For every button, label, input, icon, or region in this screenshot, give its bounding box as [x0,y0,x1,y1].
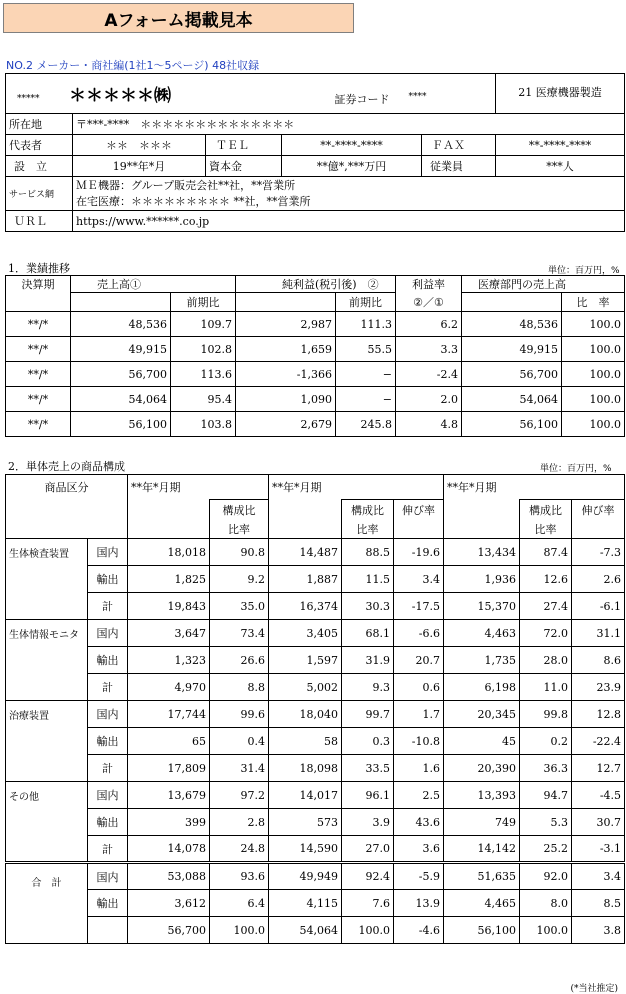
product-group-name: 治療装置 [6,701,88,782]
product-cell-e: 13.9 [394,890,444,917]
product-cell-b: 9.2 [210,566,269,593]
product-cell-g: 99.8 [520,701,572,728]
product-cell-g: 25.2 [520,836,572,863]
product-cell-d: 33.5 [342,755,394,782]
product-cell-f: 13,393 [444,782,520,809]
url-label: ＵＲＬ [6,211,73,232]
product-cell-e: 2.5 [394,782,444,809]
product-cell-f: 56,100 [444,917,520,944]
product-cell-f: 6,198 [444,674,520,701]
performance-cell-s: 48,536 [71,312,171,337]
product-cell-b: 31.4 [210,755,269,782]
est-label: 設 立 [6,156,73,177]
product-cell-e: -10.8 [394,728,444,755]
fax: **-****-**** [496,135,625,156]
h-ratio: 比率 [520,520,572,539]
h-blank [128,500,210,520]
h-blank [444,520,520,539]
product-cell-h: -6.1 [572,593,625,620]
product-row [6,620,625,647]
product-cell-d: 11.5 [342,566,394,593]
product-cell-c: 18,040 [269,701,342,728]
product-cell-h: 2.6 [572,566,625,593]
service-label: サービス網 [6,177,73,211]
h-blank [462,293,562,312]
performance-cell-p: **/* [6,337,71,362]
product-group-name: 合 計 [6,863,88,944]
product-cell-a: 56,700 [128,917,210,944]
product-cell-g: 36.3 [520,755,572,782]
address: 〒***-**** ＊＊＊＊＊＊＊＊＊＊＊＊＊＊ [73,114,625,135]
product-cell-a: 1,323 [128,647,210,674]
h-blank [128,520,210,539]
product-cell-c: 49,949 [269,863,342,890]
h-p1: **年*月期 [128,475,269,500]
product-cell-g: 87.4 [520,539,572,566]
product-cell-e: 0.6 [394,674,444,701]
h-blank [444,500,520,520]
product-cell-e: -17.5 [394,593,444,620]
h-yoy: 前期比 [171,293,236,312]
product-cell-d: 92.4 [342,863,394,890]
product-cell-d: 96.1 [342,782,394,809]
product-cell-d: 27.0 [342,836,394,863]
product-row [6,647,625,674]
performance-cell-m: 4.8 [396,412,462,437]
performance-cell-s: 54,064 [71,387,171,412]
product-kind: 国内 [88,539,128,566]
product-cell-c: 18,098 [269,755,342,782]
product-cell-a: 14,078 [128,836,210,863]
h-blank [269,500,342,520]
service-line-2: 在宅医療：＊＊＊＊＊＊＊＊＊ **社，**営業所 [76,194,311,208]
performance-cell-r: 100.0 [562,362,625,387]
rep: ＊＊ ＊＊＊ [73,135,206,156]
h-cat: 商品区分 [6,475,128,500]
product-cell-h: 3.4 [572,863,625,890]
product-cell-h: 23.9 [572,674,625,701]
h-period: 決算期 [6,276,71,293]
h-blank [394,520,444,539]
product-group-name: 生体検査装置 [6,539,88,620]
company-name-cell [6,74,427,114]
product-cell-f: 749 [444,809,520,836]
performance-cell-s: 56,700 [71,362,171,387]
performance-cell-n: -1,366 [236,362,336,387]
tel-label: ＴＥＬ [206,135,282,156]
capital: **億*,***万円 [282,156,422,177]
product-cell-h: -3.1 [572,836,625,863]
service-line-1: ＭＥ機器：グループ販売会社**社，**営業所 [76,178,296,192]
performance-cell-y2: 111.3 [336,312,396,337]
performance-cell-y2: 55.5 [336,337,396,362]
performance-row [6,412,625,437]
category: 21 医療機器製造 [496,74,625,114]
product-cell-g: 100.0 [520,917,572,944]
h-growth: 伸び率 [572,500,625,520]
product-cell-f: 45 [444,728,520,755]
product-row [6,728,625,755]
section1-title: 1．業績推移 [8,262,70,275]
spacer [422,74,496,114]
product-cell-d: 30.3 [342,593,394,620]
h-blank [269,520,342,539]
product-row [6,809,625,836]
product-cell-h: -7.3 [572,539,625,566]
product-cell-a: 17,744 [128,701,210,728]
product-row [6,593,625,620]
performance-cell-y: 102.8 [171,337,236,362]
performance-cell-r: 100.0 [562,412,625,437]
product-cell-a: 13,679 [128,782,210,809]
product-cell-a: 3,612 [128,890,210,917]
rep-label: 代表者 [6,135,73,156]
performance-cell-n: 2,679 [236,412,336,437]
product-cell-c: 14,590 [269,836,342,863]
performance-cell-r: 100.0 [562,387,625,412]
est: 19**年*月 [73,156,206,177]
h-comp: 構成比 [342,500,394,520]
product-cell-h: 12.8 [572,701,625,728]
performance-cell-m: 6.2 [396,312,462,337]
performance-row [6,362,625,387]
product-kind: 国内 [88,620,128,647]
product-cell-f: 20,390 [444,755,520,782]
product-cell-d: 99.7 [342,701,394,728]
product-cell-c: 14,487 [269,539,342,566]
product-row [6,836,625,863]
product-cell-e: 3.6 [394,836,444,863]
page-title: Aフォーム掲載見本 [3,3,354,33]
tel: **-****-**** [282,135,422,156]
h-ratio: 比 率 [562,293,625,312]
product-cell-a: 399 [128,809,210,836]
product-cell-h: 8.5 [572,890,625,917]
performance-cell-md: 54,064 [462,387,562,412]
product-kind: 計 [88,593,128,620]
product-cell-g: 11.0 [520,674,572,701]
product-kind: 輸出 [88,809,128,836]
performance-cell-md: 56,700 [462,362,562,387]
product-row [6,539,625,566]
h-margin: 利益率 [396,276,462,293]
product-cell-c: 1,887 [269,566,342,593]
product-group-name: 生体情報モニタ [6,620,88,701]
h-blank [572,520,625,539]
h-yoy2: 前期比 [336,293,396,312]
product-row [6,917,625,944]
product-row [6,863,625,890]
sec-code: **** [408,91,427,102]
product-cell-b: 100.0 [210,917,269,944]
product-cell-d: 100.0 [342,917,394,944]
h-p3: **年*月期 [444,475,625,500]
product-cell-b: 24.8 [210,836,269,863]
product-cell-e: -5.9 [394,863,444,890]
product-cell-b: 73.4 [210,620,269,647]
product-cell-d: 31.9 [342,647,394,674]
h-blank [236,293,336,312]
product-cell-b: 99.6 [210,701,269,728]
product-row [6,755,625,782]
performance-cell-n: 1,090 [236,387,336,412]
performance-cell-md: 49,915 [462,337,562,362]
performance-cell-y2: − [336,362,396,387]
product-kind: 国内 [88,863,128,890]
product-cell-h: -22.4 [572,728,625,755]
product-cell-d: 68.1 [342,620,394,647]
product-cell-c: 1,597 [269,647,342,674]
product-cell-c: 58 [269,728,342,755]
product-cell-f: 15,370 [444,593,520,620]
product-cell-a: 17,809 [128,755,210,782]
product-cell-e: -19.6 [394,539,444,566]
product-cell-e: 3.4 [394,566,444,593]
product-row [6,782,625,809]
product-cell-g: 28.0 [520,647,572,674]
h-comp: 構成比 [210,500,269,520]
product-cell-h: 3.8 [572,917,625,944]
product-cell-a: 1,825 [128,566,210,593]
performance-cell-p: **/* [6,412,71,437]
h-growth: 伸び率 [394,500,444,520]
product-cell-f: 20,345 [444,701,520,728]
performance-cell-r: 100.0 [562,337,625,362]
capital-label: 資本金 [206,156,282,177]
product-cell-c: 4,115 [269,890,342,917]
performance-cell-md: 48,536 [462,312,562,337]
performance-cell-y: 109.7 [171,312,236,337]
company-info-table [5,73,625,232]
product-cell-e: 20.7 [394,647,444,674]
product-cell-c: 3,405 [269,620,342,647]
h-ratio: 比率 [210,520,269,539]
address-label: 所在地 [6,114,73,135]
product-cell-f: 4,463 [444,620,520,647]
product-kind: 輸出 [88,890,128,917]
fax-label: ＦＡＸ [422,135,496,156]
performance-cell-r: 100.0 [562,312,625,337]
product-cell-b: 93.6 [210,863,269,890]
performance-cell-s: 56,100 [71,412,171,437]
product-cell-h: 8.6 [572,647,625,674]
product-cell-f: 51,635 [444,863,520,890]
performance-row [6,337,625,362]
h-ratio: 比率 [342,520,394,539]
product-cell-d: 88.5 [342,539,394,566]
product-kind: 計 [88,755,128,782]
product-cell-g: 12.6 [520,566,572,593]
product-cell-a: 65 [128,728,210,755]
section1-unit: 単位：百万円，% [548,266,620,276]
performance-cell-y2: 245.8 [336,412,396,437]
product-cell-b: 35.0 [210,593,269,620]
product-cell-b: 8.8 [210,674,269,701]
performance-cell-y: 103.8 [171,412,236,437]
product-cell-e: -6.6 [394,620,444,647]
product-kind: 国内 [88,782,128,809]
performance-cell-md: 56,100 [462,412,562,437]
product-cell-c: 54,064 [269,917,342,944]
product-kind [88,917,128,944]
product-row [6,701,625,728]
sec-code-label: 証券コード [334,92,390,106]
product-cell-c: 16,374 [269,593,342,620]
product-cell-f: 1,936 [444,566,520,593]
product-cell-e: 1.7 [394,701,444,728]
product-cell-g: 72.0 [520,620,572,647]
product-cell-f: 13,434 [444,539,520,566]
emp-label: 従業員 [422,156,496,177]
product-kind: 計 [88,836,128,863]
performance-cell-m: -2.4 [396,362,462,387]
product-cell-c: 14,017 [269,782,342,809]
product-kind: 輸出 [88,728,128,755]
h-blank [6,500,128,520]
product-cell-a: 53,088 [128,863,210,890]
performance-row [6,387,625,412]
product-cell-e: 1.6 [394,755,444,782]
product-cell-h: 30.7 [572,809,625,836]
product-cell-b: 26.6 [210,647,269,674]
h-blank [6,293,71,312]
product-cell-f: 14,142 [444,836,520,863]
product-cell-g: 92.0 [520,863,572,890]
performance-cell-y2: − [336,387,396,412]
section2-title: 2．単体売上の商品構成 [8,460,125,473]
performance-cell-p: **/* [6,387,71,412]
product-kind: 国内 [88,701,128,728]
h-comp: 構成比 [520,500,572,520]
product-cell-g: 8.0 [520,890,572,917]
product-cell-d: 9.3 [342,674,394,701]
product-cell-f: 1,735 [444,647,520,674]
product-cell-d: 0.3 [342,728,394,755]
product-cell-a: 19,843 [128,593,210,620]
product-cell-g: 94.7 [520,782,572,809]
product-cell-a: 4,970 [128,674,210,701]
performance-cell-n: 1,659 [236,337,336,362]
product-cell-c: 5,002 [269,674,342,701]
product-cell-h: 12.7 [572,755,625,782]
footnote: (*当社推定) [570,984,618,994]
performance-cell-n: 2,987 [236,312,336,337]
section2-unit: 単位：百万円，% [540,464,612,474]
product-cell-e: 43.6 [394,809,444,836]
subtitle: NO.2 メーカー・商社編(1社1〜5ページ) 48社収録 [6,59,260,72]
h-p2: **年*月期 [269,475,444,500]
emp: ***人 [496,156,625,177]
product-cell-b: 97.2 [210,782,269,809]
product-table [5,474,625,944]
product-cell-a: 18,018 [128,539,210,566]
service [73,177,625,211]
performance-row [6,312,625,337]
product-cell-c: 573 [269,809,342,836]
product-cell-g: 0.2 [520,728,572,755]
product-kind: 輸出 [88,647,128,674]
product-row [6,566,625,593]
company-code: ***** [17,94,40,104]
h-blank [71,293,171,312]
performance-table [5,275,625,437]
performance-cell-y: 113.6 [171,362,236,387]
product-kind: 計 [88,674,128,701]
performance-cell-y: 95.4 [171,387,236,412]
product-row [6,674,625,701]
product-cell-b: 0.4 [210,728,269,755]
product-cell-e: -4.6 [394,917,444,944]
h-med: 医療部門の売上高 [462,276,625,293]
h-margin-sub: ②／① [396,293,462,312]
product-row [6,890,625,917]
performance-cell-p: **/* [6,362,71,387]
product-kind: 輸出 [88,566,128,593]
performance-cell-p: **/* [6,312,71,337]
company-name: ＊＊＊＊＊㈱ [69,86,171,106]
h-sales: 売上高① [71,276,236,293]
product-cell-h: -4.5 [572,782,625,809]
performance-cell-m: 2.0 [396,387,462,412]
product-cell-g: 5.3 [520,809,572,836]
product-cell-b: 6.4 [210,890,269,917]
product-cell-d: 7.6 [342,890,394,917]
h-profit: 純利益(税引後) ② [236,276,396,293]
performance-cell-m: 3.3 [396,337,462,362]
product-cell-a: 3,647 [128,620,210,647]
url: https://www.******.co.jp [73,211,625,232]
product-cell-b: 90.8 [210,539,269,566]
product-group-name: その他 [6,782,88,863]
product-cell-f: 4,465 [444,890,520,917]
h-blank [6,520,128,539]
product-cell-h: 31.1 [572,620,625,647]
product-cell-d: 3.9 [342,809,394,836]
product-cell-b: 2.8 [210,809,269,836]
performance-cell-s: 49,915 [71,337,171,362]
product-cell-g: 27.4 [520,593,572,620]
